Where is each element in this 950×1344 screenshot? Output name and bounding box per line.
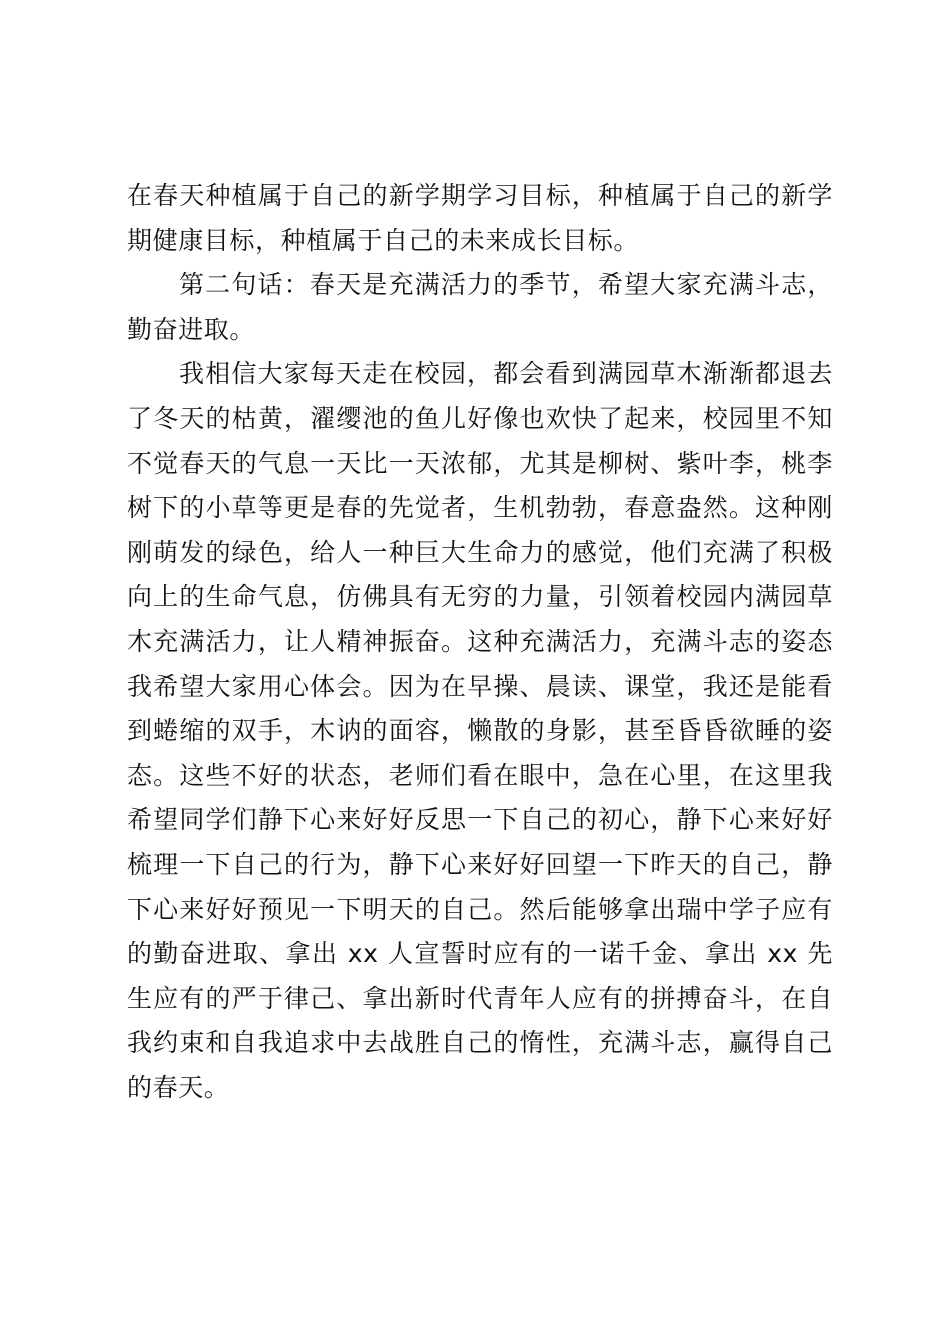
paragraph-2: 第二句话：春天是充满活力的季节，希望大家充满斗志，勤奋进取。 xyxy=(127,270,833,344)
document-body xyxy=(127,174,833,1110)
paragraph-1: 在春天种植属于自己的新学期学习目标，种植属于自己的新学期健康目标，种植属于自己的未来成长目标。 xyxy=(127,181,833,255)
paragraph-3: 我相信大家每天走在校园，都会看到满园草木渐渐都退去了冬天的枯黄，濯缨池的鱼儿好像也欢快了起来，校园里不知不觉春天的气息一天比一天浓郁，尤其是柳树、紫叶李，桃李树下的小草等更是春的先觉者，生机勃勃，春意盎然。这种刚刚萌发的绿色，给人一种巨大生命力的感觉，他们充满了积极向上的生命气息，仿佛具有无穷的力量，引领着校园内满园草木充满活力，让人精神振奋。这种充满活力，充满斗志的姿态我希望大家用心体会。因为在早操、晨读、课堂，我还是能看到蜷缩的双手，木讷的面容，懒散的身影，甚至昏昏欲睡的姿态。这些不好的状态，老师们看在眼中，急在心里，在这里我希望同学们静下心来好好反思一下自己的初心，静下心来好好梳理一下自己的行为，静下心来好好回望一下昨天的自己，静下心来好好预见一下明天的自己。然后能够拿出瑞中学子应有的勤奋进取、拿出 xx 人宣誓时应有的一诺千金、拿出 xx 先生应有的严于律己、拿出新时代青年人应有的拼搏奋斗，在自我约束和自我追求中去战胜自己的惰性，充满斗志，赢得自己的春天。 xyxy=(127,359,833,1102)
